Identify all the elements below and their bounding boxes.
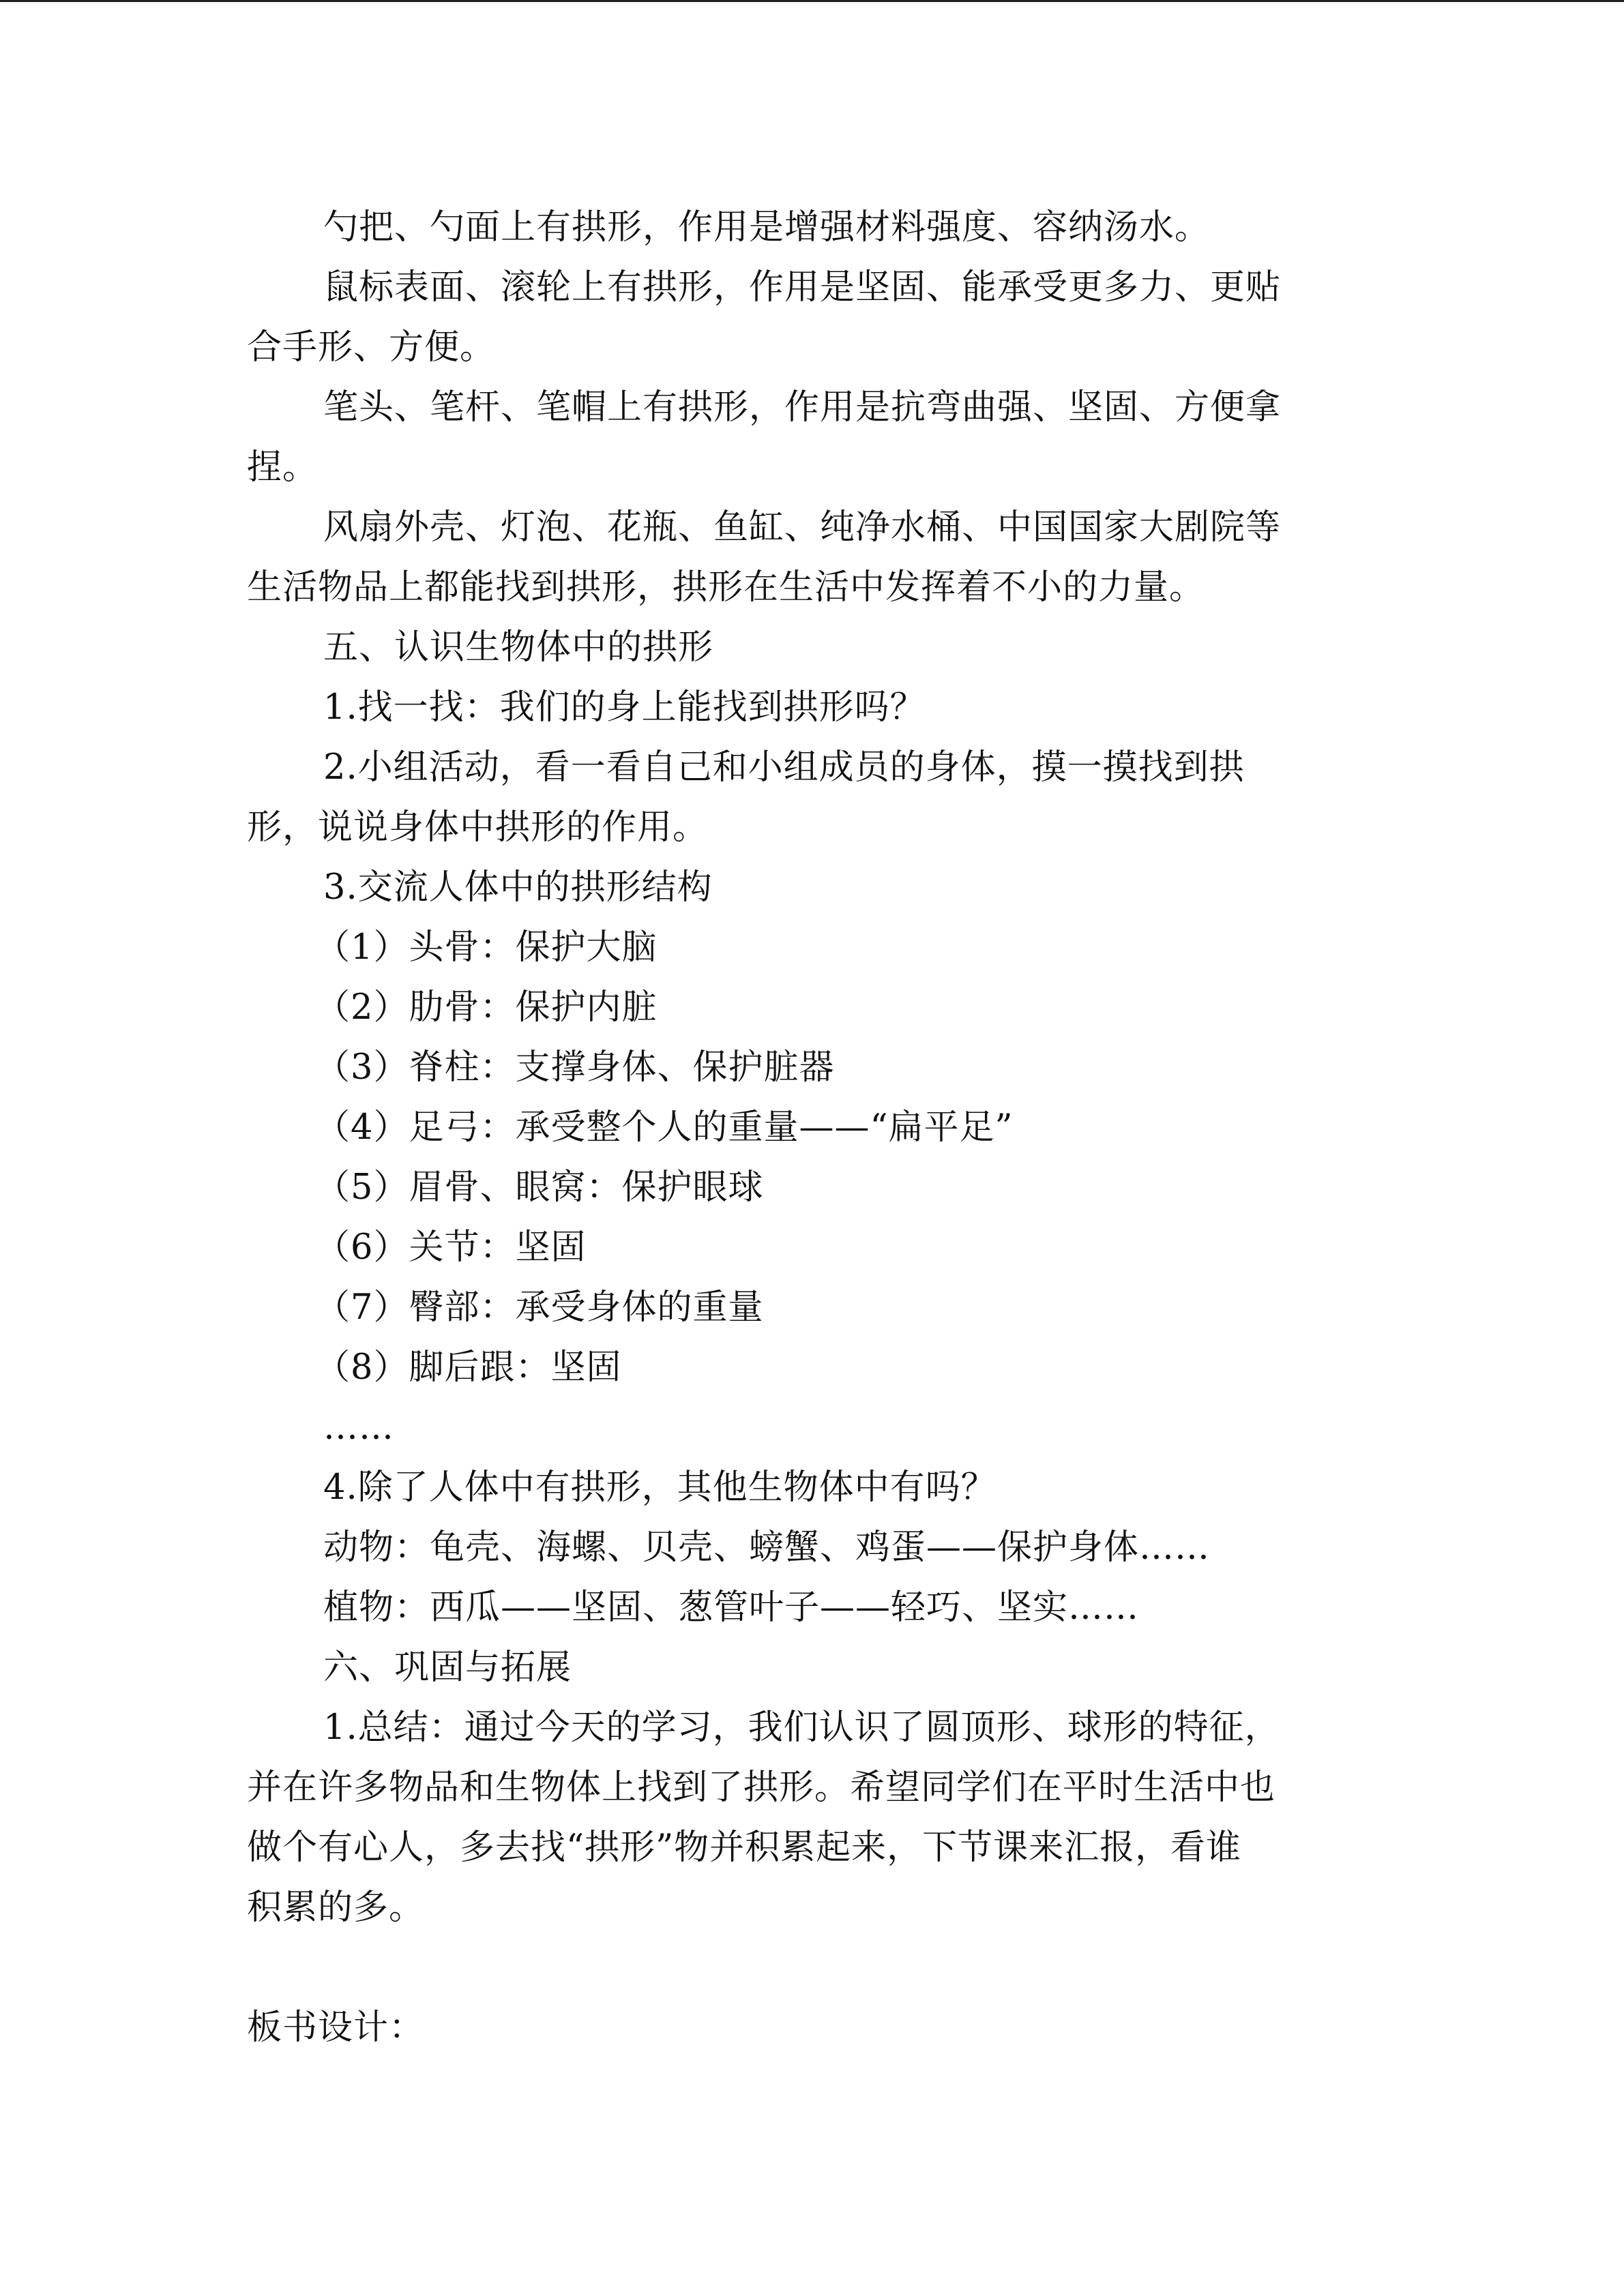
summary-paragraph-cont-1: 并在许多物品和生物体上找到了拱形。希望同学们在平时生活中也	[247, 1768, 1276, 1808]
summary-paragraph-cont-2: 做个有心人，多去找“拱形”物并积累起来，下节课来汇报，看谁	[247, 1828, 1242, 1868]
paragraph-daily-items: 风扇外壳、灯泡、花瓶、鱼缸、纯净水桶、中国国家大剧院等	[323, 507, 1282, 548]
summary-paragraph-cont-3: 积累的多。	[247, 1888, 425, 1928]
sub-item-hip: （7）臀部：承受身体的重量	[315, 1287, 764, 1328]
page-top-border	[0, 0, 1624, 2]
sub-item-skull: （1）头骨：保护大脑	[315, 927, 658, 968]
animals-line: 动物：龟壳、海螺、贝壳、螃蟹、鸡蛋——保护身体……	[323, 1527, 1211, 1568]
summary-paragraph: 1.总结：通过今天的学习，我们认识了圆顶形、球形的特征，	[323, 1708, 1280, 1748]
section-heading-six: 六、巩固与拓展	[323, 1648, 572, 1688]
sub-item-arch: （4）足弓：承受整个人的重量——“扁平足”	[315, 1107, 1014, 1148]
document-page	[247, 198, 1355, 2058]
list-item-exchange: 3.交流人体中的拱形结构	[323, 867, 713, 908]
list-item-find: 1.找一找：我们的身上能找到拱形吗？	[323, 687, 926, 728]
blank-line	[247, 1938, 1355, 1998]
paragraph-spoon: 勺把、勺面上有拱形，作用是增强材料强度、容纳汤水。	[323, 207, 1211, 248]
paragraph-mouse-cont: 合手形、方便。	[247, 327, 496, 368]
plants-line: 植物：西瓜——坚固、葱管叶子——轻巧、坚实……	[323, 1587, 1140, 1628]
list-item-group-activity: 2.小组活动，看一看自己和小组成员的身体，摸一摸找到拱	[323, 747, 1245, 788]
sub-item-joint: （6）关节：坚固	[315, 1227, 587, 1268]
paragraph-mouse: 鼠标表面、滚轮上有拱形，作用是坚固、能承受更多力、更贴	[323, 267, 1282, 308]
list-item-other-organisms: 4.除了人体中有拱形，其他生物体中有吗？	[323, 1467, 996, 1508]
paragraph-daily-items-cont: 生活物品上都能找到拱形，拱形在生活中发挥着不小的力量。	[247, 567, 1205, 608]
section-heading-five: 五、认识生物体中的拱形	[323, 627, 714, 668]
board-design-heading: 板书设计：	[247, 2008, 425, 2048]
paragraph-pen: 笔头、笔杆、笔帽上有拱形，作用是抗弯曲强、坚固、方便拿	[323, 387, 1282, 428]
paragraph-pen-cont: 捏。	[247, 447, 319, 488]
ellipsis: ……	[323, 1407, 394, 1448]
list-item-group-activity-cont: 形，说说身体中拱形的作用。	[247, 807, 709, 848]
sub-item-heel: （8）脚后跟：坚固	[315, 1347, 622, 1388]
sub-item-brow: （5）眉骨、眼窝：保护眼球	[315, 1167, 764, 1208]
sub-item-spine: （3）脊柱：支撑身体、保护脏器	[315, 1047, 835, 1088]
sub-item-ribs: （2）肋骨：保护内脏	[315, 987, 658, 1028]
